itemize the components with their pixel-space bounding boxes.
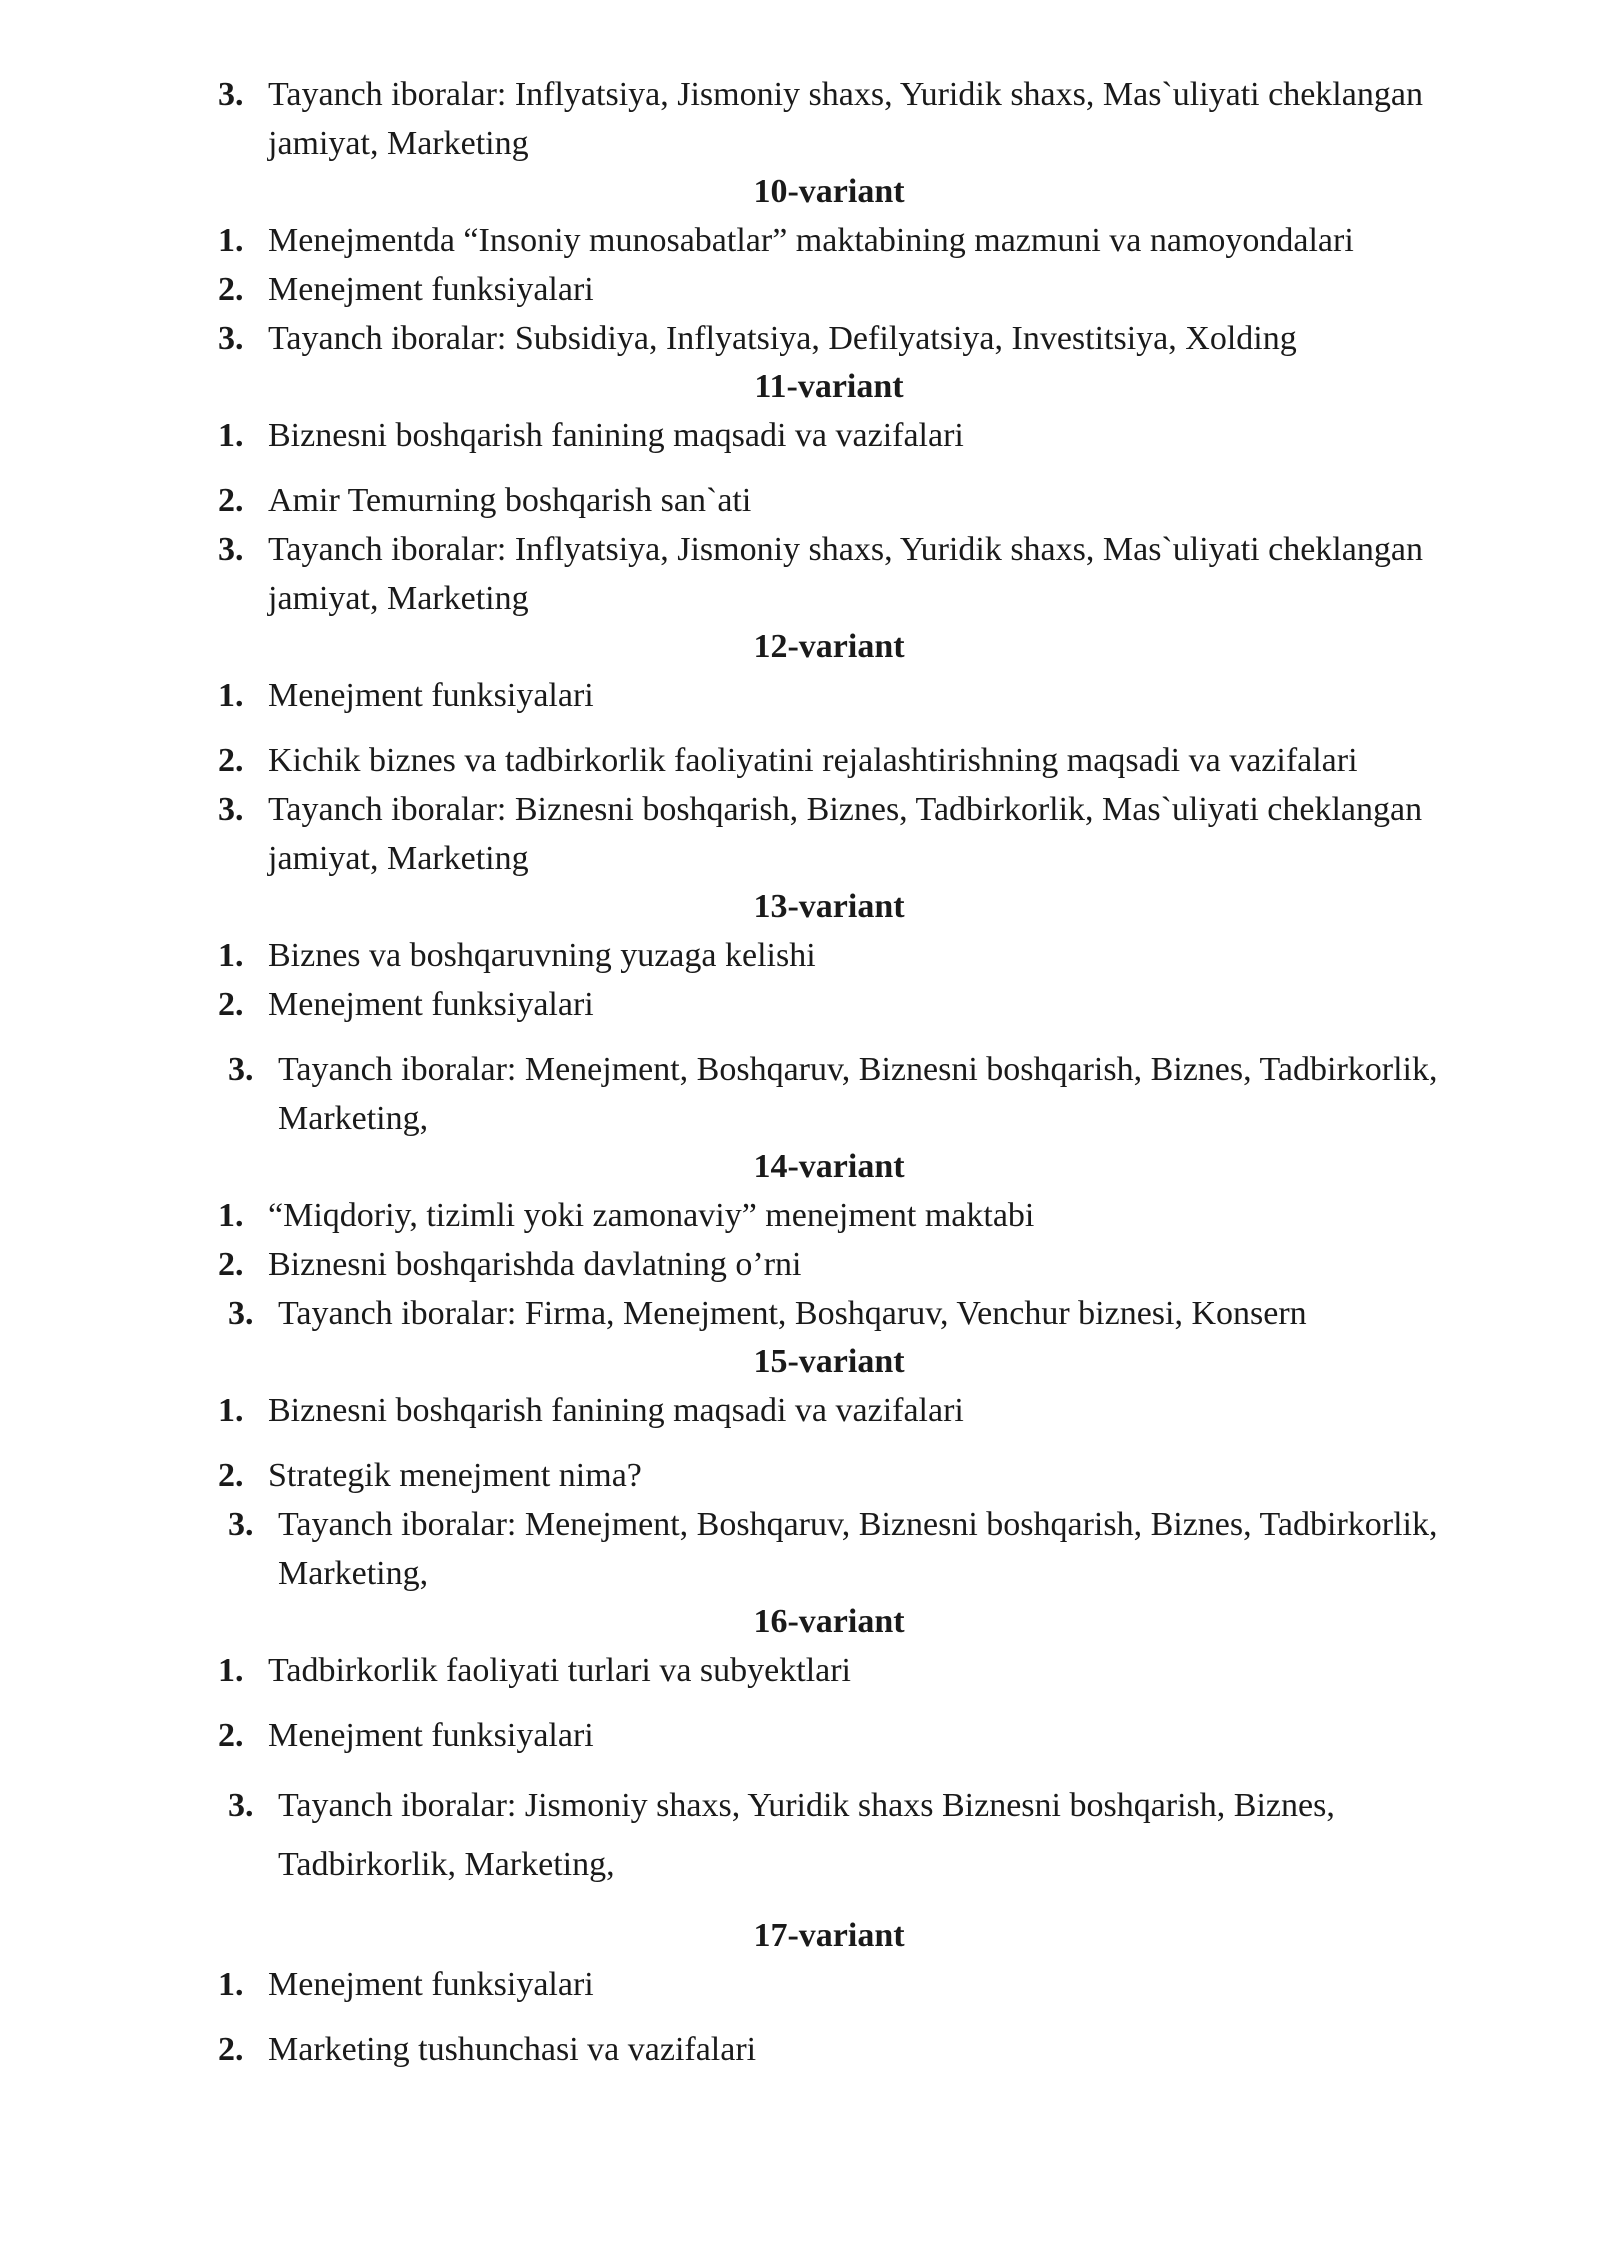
item-text: Tadbirkorlik faoliyati turlari va subyektlari xyxy=(268,1652,851,1689)
item-number: 2. xyxy=(218,1246,244,1283)
item-text: Tayanch iboralar: Inflyatsiya, Jismoniy shaxs, Yuridik shaxs, Mas`uliyati cheklangan jamiyat, Marketing xyxy=(268,531,1423,617)
item-text: Amir Temurning boshqarish san`ati xyxy=(268,482,752,519)
item-text: Biznesni boshqarish fanining maqsadi va vazifalari xyxy=(268,1392,964,1429)
item-number: 1. xyxy=(218,222,244,259)
item-number: 3. xyxy=(228,1506,254,1543)
item-text: Tayanch iboralar: Biznesni boshqarish, Biznes, Tadbirkorlik, Mas`uliyati cheklangan jamiyat, Marketing xyxy=(268,791,1423,877)
item-number: 3. xyxy=(218,76,244,113)
item-number: 1. xyxy=(218,1197,244,1234)
list-item xyxy=(0,931,1600,980)
item-number: 3. xyxy=(218,791,244,828)
item-text: Menejment funksiyalari xyxy=(268,986,594,1023)
variant-title: 17-variant xyxy=(753,1917,905,1954)
item-text: “Miqdoriy, tizimli yoki zamonaviy” menejment maktabi xyxy=(268,1197,1035,1234)
list-item xyxy=(0,265,1600,314)
item-number: 2. xyxy=(218,742,244,779)
variant-title: 14-variant xyxy=(753,1148,905,1185)
document-page xyxy=(0,70,1600,2074)
variant-title: 13-variant xyxy=(753,888,905,925)
item-number: 2. xyxy=(218,1717,244,1754)
variant-title: 10-variant xyxy=(753,173,905,210)
list-item xyxy=(0,70,1600,168)
list-item xyxy=(0,1500,1600,1598)
item-number: 1. xyxy=(218,1392,244,1429)
item-number: 1. xyxy=(218,937,244,974)
item-text: Menejment funksiyalari xyxy=(268,1966,594,2003)
item-number: 3. xyxy=(218,320,244,357)
item-text: Menejment funksiyalari xyxy=(268,271,594,308)
list-item xyxy=(0,1045,1600,1143)
list-item xyxy=(0,1711,1600,1760)
list-item xyxy=(0,671,1600,720)
list-item xyxy=(0,216,1600,265)
variant-title: 12-variant xyxy=(753,628,905,665)
item-text: Menejment funksiyalari xyxy=(268,677,594,714)
item-text: Tayanch iboralar: Inflyatsiya, Jismoniy shaxs, Yuridik shaxs, Mas`uliyati cheklangan jamiyat, Marketing xyxy=(268,76,1423,162)
list-item xyxy=(0,314,1600,363)
item-text: Tayanch iboralar: Subsidiya, Inflyatsiya, Defilyatsiya, Investitsiya, Xolding xyxy=(268,320,1297,357)
item-number: 1. xyxy=(218,1966,244,2003)
item-text: Tayanch iboralar: Firma, Menejment, Boshqaruv, Venchur biznesi, Konsern xyxy=(278,1295,1307,1332)
item-number: 1. xyxy=(218,417,244,454)
item-text: Biznes va boshqaruvning yuzaga kelishi xyxy=(268,937,816,974)
item-text: Strategik menejment nima? xyxy=(268,1457,642,1494)
variant-title: 11-variant xyxy=(754,368,904,405)
list-item xyxy=(0,736,1600,785)
list-item xyxy=(0,1960,1600,2009)
list-item xyxy=(0,525,1600,623)
item-number: 1. xyxy=(218,1652,244,1689)
item-number: 3. xyxy=(228,1787,254,1824)
list-item xyxy=(0,1646,1600,1695)
item-text: Kichik biznes va tadbirkorlik faoliyatini rejalashtirishning maqsadi va vazifalari xyxy=(268,742,1358,779)
item-number: 3. xyxy=(228,1051,254,1088)
item-text: Marketing tushunchasi va vazifalari xyxy=(268,2031,757,2068)
variant-title: 15-variant xyxy=(753,1343,905,1380)
item-text: Biznesni boshqarishda davlatning o’rni xyxy=(268,1246,802,1283)
item-text: Tayanch iboralar: Menejment, Boshqaruv, Biznesni boshqarish, Biznes, Tadbirkorlik, Marketing, xyxy=(278,1051,1438,1137)
list-item xyxy=(0,476,1600,525)
item-text: Tayanch iboralar: Menejment, Boshqaruv, Biznesni boshqarish, Biznes, Tadbirkorlik, Marketing, xyxy=(278,1506,1438,1592)
item-text: Biznesni boshqarish fanining maqsadi va vazifalari xyxy=(268,417,964,454)
list-item xyxy=(0,1191,1600,1240)
list-item xyxy=(0,1386,1600,1435)
list-item xyxy=(0,1240,1600,1289)
list-item xyxy=(0,785,1600,883)
item-number: 2. xyxy=(218,2031,244,2068)
item-number: 2. xyxy=(218,482,244,519)
item-text: Tayanch iboralar: Jismoniy shaxs, Yuridik shaxs Biznesni boshqarish, Biznes, Tadbirkorlik, Marketing, xyxy=(278,1787,1335,1883)
item-number: 2. xyxy=(218,271,244,308)
item-number: 2. xyxy=(218,1457,244,1494)
list-item xyxy=(0,1776,1600,1894)
item-text: Menejmentda “Insoniy munosabatlar” maktabining mazmuni va namoyondalari xyxy=(268,222,1354,259)
list-item xyxy=(0,1451,1600,1500)
list-item xyxy=(0,411,1600,460)
list-item xyxy=(0,1289,1600,1338)
variant-title: 16-variant xyxy=(753,1603,905,1640)
item-text: Menejment funksiyalari xyxy=(268,1717,594,1754)
item-number: 2. xyxy=(218,986,244,1023)
item-number: 3. xyxy=(218,531,244,568)
item-number: 1. xyxy=(218,677,244,714)
item-number: 3. xyxy=(228,1295,254,1332)
list-item xyxy=(0,980,1600,1029)
list-item xyxy=(0,2025,1600,2074)
